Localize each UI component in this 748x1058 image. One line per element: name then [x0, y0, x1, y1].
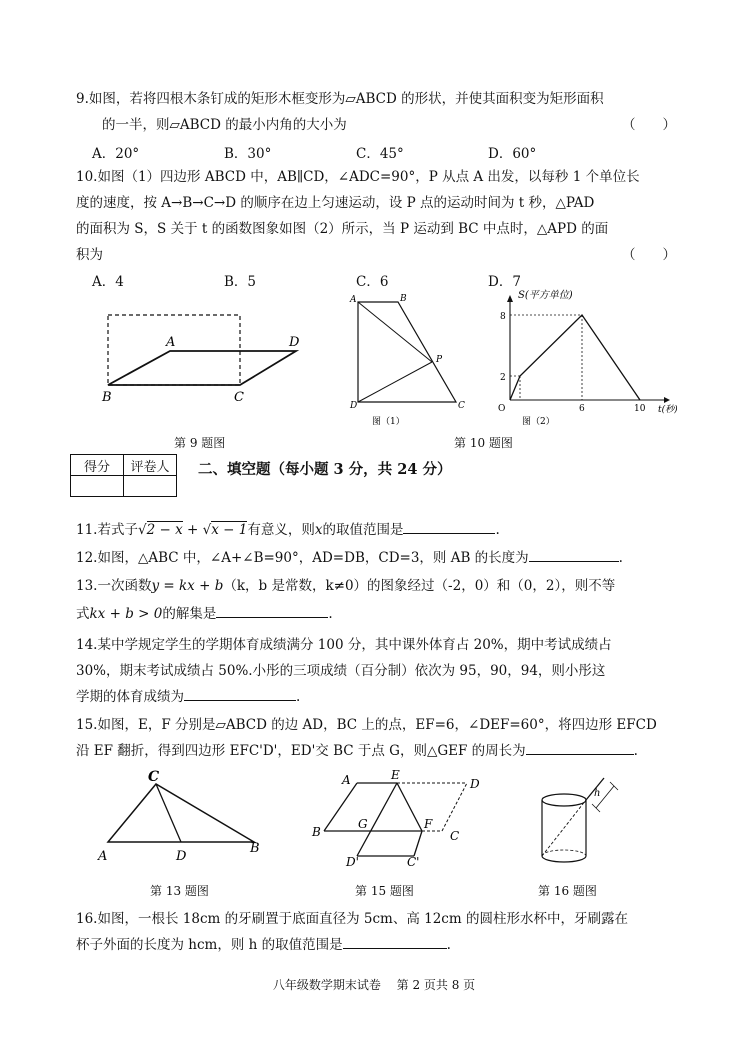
q11-post: 的取值范围是 — [322, 522, 404, 538]
fig15-label-g: G — [358, 817, 368, 831]
fig13-label-a: A — [98, 849, 108, 864]
section-title: 二、填空题（每小题 3 分，共 24 分） — [198, 461, 452, 478]
fig13-triangle — [108, 784, 254, 842]
q14-line2: 30%，期末考试成绩占 50%.小彤的三项成绩（百分制）依次为 95，90，94，则小彤这 — [76, 663, 606, 679]
q14-end: . — [296, 689, 301, 705]
q13-line2-pre: 式 — [76, 606, 90, 622]
q10-line2: 度的速度，按 A→B→C→D 的顺序在边上匀速运动，设 P 点的运动时间为 t 秒，△PAD — [76, 195, 595, 211]
fig10-1-caption: 图（1） — [372, 417, 405, 427]
q15-line2: 沿 EF 翻折，得到四边形 EFC'D'，ED'交 BC 于点 G，则△GEF 的周长为 — [76, 743, 526, 759]
q16-end: . — [446, 937, 451, 953]
q14-answer-blank[interactable] — [184, 686, 296, 701]
fig13-label-c: C — [148, 769, 160, 785]
fig15-label-f: F — [424, 817, 433, 831]
q9-option-b: B．30° — [224, 146, 272, 162]
question-16 — [76, 906, 676, 958]
question-15 — [76, 712, 676, 764]
figure-10-2 — [494, 290, 684, 430]
q10-option-a: A．4 — [92, 274, 124, 290]
q9-option-a: A．20° — [92, 146, 140, 162]
q11-mid: 有意义，则 — [247, 522, 315, 538]
fig10-x-label: t(秒) — [658, 405, 678, 415]
q13-pre: 13.一次函数 — [76, 578, 152, 594]
question-9 — [76, 86, 676, 138]
q13-mid: （k，b 是常数，k≠0）的图象经过（-2，0）和（0，2），则不等 — [223, 578, 616, 594]
figure-10-1 — [346, 292, 476, 432]
figure-15 — [312, 768, 487, 868]
figure-9 — [98, 305, 328, 415]
fig13-label-b: B — [250, 841, 260, 856]
fig9-label-a: A — [166, 335, 176, 350]
q13-answer-blank[interactable] — [216, 603, 328, 618]
score-cell — [71, 476, 124, 497]
question-11 — [76, 517, 676, 543]
fig16-cup-bottom-hidden — [542, 850, 586, 856]
fig16-label-h: h — [594, 788, 601, 799]
grader-cell — [124, 476, 177, 497]
fig15-line-cf-prime — [414, 831, 422, 856]
page-footer: 八年级数学期末试卷 第 2 页共 8 页 — [272, 978, 476, 992]
q15-answer-blank[interactable] — [526, 740, 634, 755]
fig10-y-arrow — [507, 295, 513, 302]
fig10-x-arrow — [664, 397, 670, 403]
q13-func: y = kx + b — [151, 578, 224, 594]
q11-answer-blank[interactable] — [403, 519, 495, 534]
fig15-label-a: A — [342, 773, 351, 787]
q14-line3: 学期的体育成绩为 — [76, 689, 184, 705]
q14-line1: 14.某中学规定学生的学期体育成绩满分 100 分，其中课外体育占 20%，期中考试成绩占 — [76, 637, 612, 653]
fig10-y-label: S(平方单位) — [518, 290, 573, 301]
q12-answer-blank[interactable] — [529, 547, 619, 562]
fig15-label-b: B — [312, 825, 321, 839]
q15-end: . — [633, 743, 638, 759]
fig9-caption: 第 9 题图 — [174, 436, 226, 450]
fig10-tick-2: 2 — [500, 373, 506, 383]
fig10-origin: O — [498, 404, 506, 414]
figure-13 — [96, 770, 266, 870]
fig10-label-d: D — [350, 401, 358, 411]
q16-line1: 16.如图，一根长 18cm 的牙刷置于底面直径为 5cm、高 12cm 的圆柱形水杯中，牙刷露在 — [76, 911, 628, 927]
q9-option-c: C．45° — [356, 146, 404, 162]
q16-line2: 杯子外面的长度为 hcm，则 h 的取值范围是 — [76, 937, 343, 953]
q10-line4: 积为 — [76, 247, 103, 263]
q15-line1: 15.如图，E，F 分别是▱ABCD 的边 AD，BC 上的点，EF=6，∠DEF=60°，将四边形 EFCD — [76, 717, 657, 733]
q10-option-b: B．5 — [224, 274, 257, 290]
fig15-label-c: C — [450, 829, 460, 843]
q9-line2: 的一半，则▱ABCD 的最小内角的大小为 — [102, 117, 347, 133]
fig15-label-c-prime: C' — [407, 855, 420, 869]
q10-option-d: D．7 — [488, 274, 521, 290]
fig10-2-caption: 图（2） — [522, 417, 555, 427]
grader-header: 评卷人 — [124, 455, 177, 476]
fig13-median-cd — [156, 784, 181, 842]
fig9-parallelogram — [108, 351, 296, 385]
q10-option-c: C．6 — [356, 274, 389, 290]
q13-ineq: kx + b > 0 — [89, 606, 163, 622]
question-14 — [76, 632, 676, 710]
score-header: 得分 — [71, 455, 124, 476]
fig9-label-b: B — [102, 390, 112, 405]
fig10-caption: 第 10 题图 — [454, 436, 513, 450]
fig16-cup-top — [542, 794, 586, 806]
fig10-label-a: A — [350, 295, 357, 305]
fig16-brush-inside — [542, 800, 586, 856]
q9-option-d: D．60° — [488, 146, 537, 162]
fig10-tick-6: 6 — [579, 404, 585, 414]
fig10-label-c: C — [458, 401, 465, 411]
fig10-line-dp — [358, 362, 432, 402]
q10-line3: 的面积为 S，S 关于 t 的函数图象如图（2）所示，当 P 运动到 BC 中点时，△APD 的面 — [76, 221, 609, 237]
q11-pre: 11.若式子 — [76, 522, 138, 538]
fig16-cup-bottom — [542, 856, 586, 862]
sqrt-icon: √ — [202, 522, 212, 538]
figure-16 — [530, 764, 630, 874]
question-13 — [76, 573, 676, 627]
q9-line1: 9.如图，若将四根木条钉成的矩形木框变形为▱ABCD 的形状，并使其面积变为矩形面积 — [76, 91, 604, 107]
q10-line1: 10.如图（1）四边形 ABCD 中，AB∥CD，∠ADC=90°，P 从点 A 出发，以每秒 1 个单位长 — [76, 169, 640, 185]
fig10-label-b: B — [400, 294, 407, 304]
q13-end: . — [328, 606, 333, 622]
fig15-line-cd — [442, 783, 467, 831]
q11-var: x — [314, 522, 323, 538]
q10-paren: （ ） — [622, 247, 676, 263]
fig13-label-d: D — [176, 849, 187, 864]
fig15-line-ef — [397, 783, 422, 831]
q11-plus: + — [182, 522, 203, 538]
q9-paren: （ ） — [622, 117, 676, 133]
fig9-label-c: C — [234, 390, 244, 405]
q13-line2-post: 的解集是 — [162, 606, 217, 622]
fig10-graph-line — [510, 315, 640, 400]
fig15-caption: 第 15 题图 — [355, 884, 414, 898]
score-table — [70, 454, 177, 497]
fig15-line-ab — [324, 783, 357, 831]
fig10-tick-10: 10 — [634, 404, 646, 414]
q12-text: 12.如图，△ABC 中，∠A+∠B=90°，AD=DB，CD=3，则 AB 的长度为 — [76, 550, 529, 566]
question-12 — [76, 545, 676, 571]
fig13-caption: 第 13 题图 — [150, 884, 209, 898]
fig10-tick-8: 8 — [500, 312, 506, 322]
q12-end: . — [618, 550, 623, 566]
fig9-label-d: D — [289, 335, 300, 350]
question-10 — [76, 164, 676, 268]
q11-expr2: x − 1 — [211, 522, 248, 538]
fig15-label-d: D — [470, 777, 480, 791]
fig15-label-e: E — [391, 768, 400, 782]
fig10-trapezoid — [358, 302, 456, 402]
q11-expr1: 2 − x — [146, 522, 183, 538]
q16-answer-blank[interactable] — [343, 934, 447, 949]
sqrt-icon: √ — [137, 522, 147, 538]
fig16-caption: 第 16 题图 — [538, 884, 597, 898]
q11-end: . — [495, 522, 500, 538]
fig10-label-p: P — [436, 355, 443, 365]
fig15-label-d-prime: D' — [346, 855, 359, 869]
fig10-line-ap — [358, 302, 432, 362]
